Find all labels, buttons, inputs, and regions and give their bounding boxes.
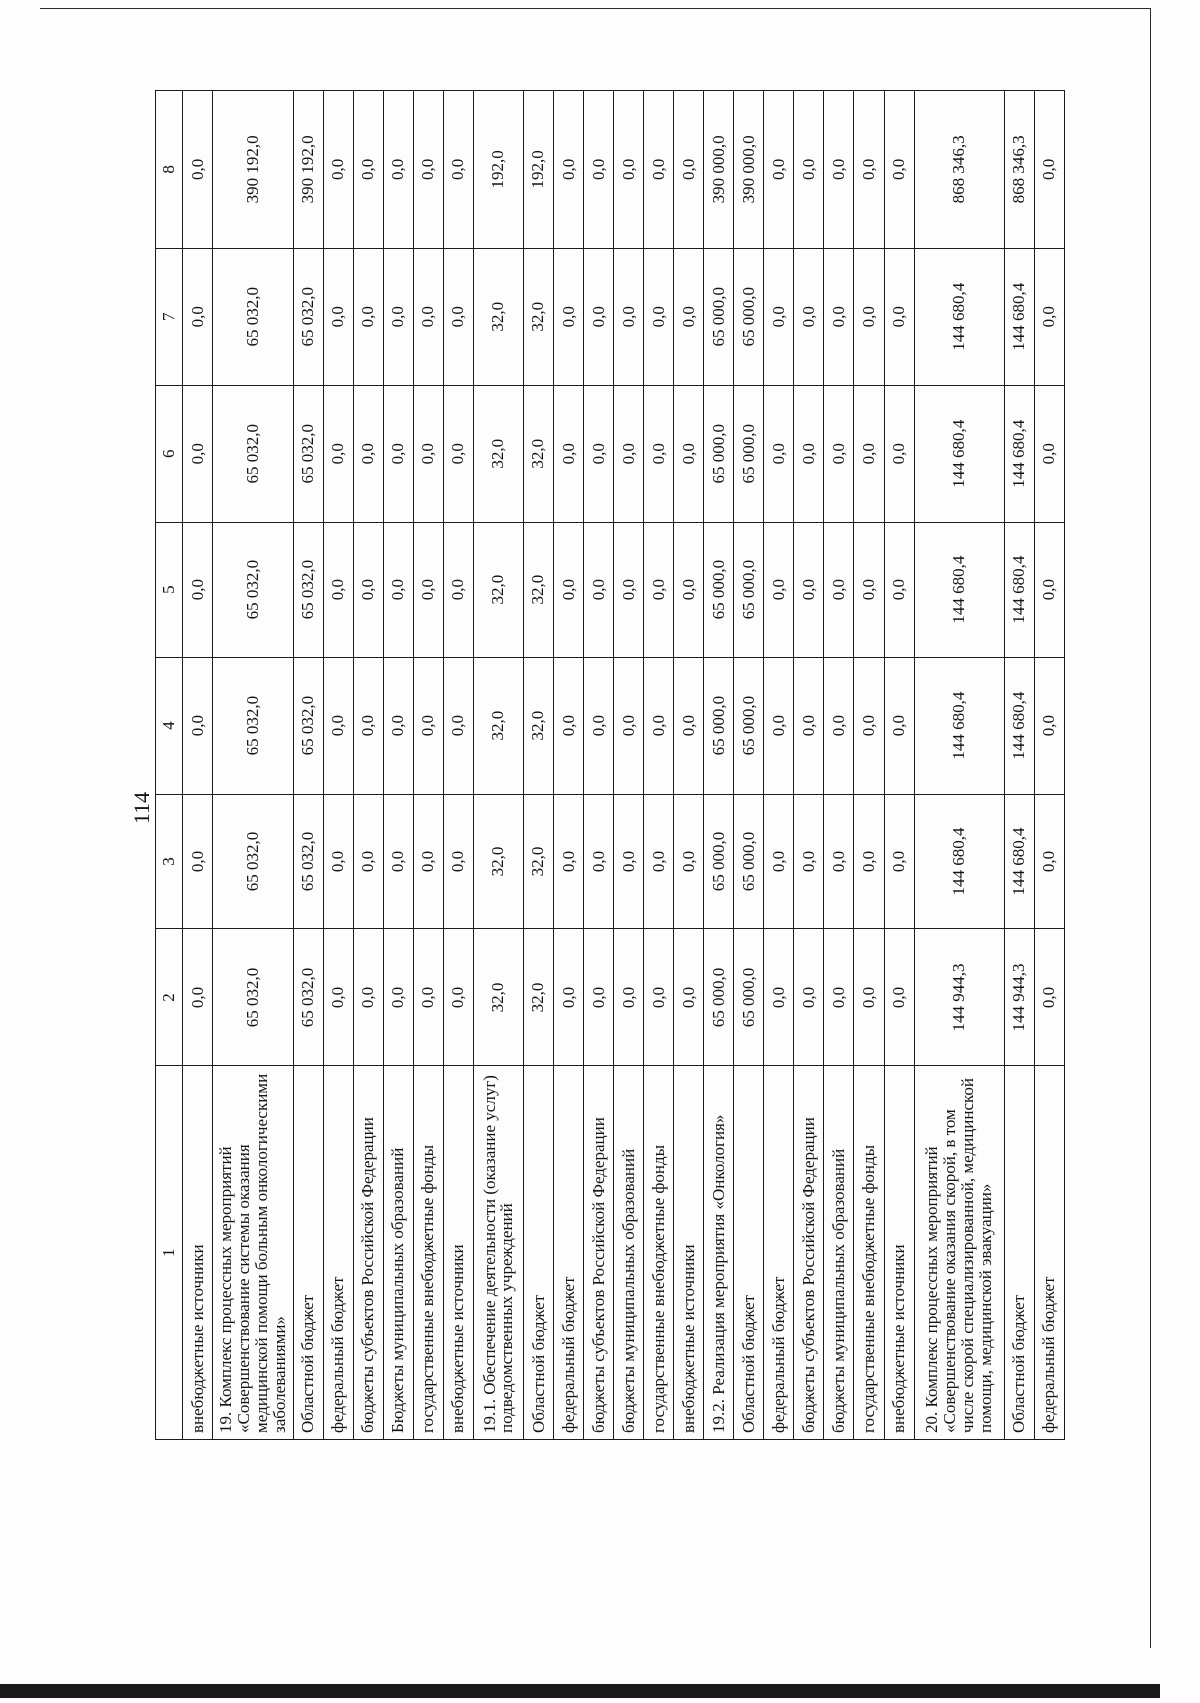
row-value: 32,0	[473, 929, 523, 1066]
row-value: 0,0	[674, 385, 704, 522]
row-value: 0,0	[794, 385, 824, 522]
row-value: 0,0	[794, 522, 824, 657]
row-value: 0,0	[183, 794, 213, 929]
row-value: 0,0	[824, 794, 854, 929]
row-value: 0,0	[884, 522, 914, 657]
table-row	[914, 91, 1004, 1440]
row-value: 32,0	[523, 929, 553, 1066]
row-value: 0,0	[443, 794, 473, 929]
row-value: 0,0	[764, 522, 794, 657]
row-value: 0,0	[183, 91, 213, 249]
row-value: 0,0	[884, 248, 914, 385]
row-value: 0,0	[554, 91, 584, 249]
row-value: 65 032,0	[293, 385, 323, 522]
row-label: 19.2. Реализация мероприятия «Онкология»	[704, 1066, 734, 1440]
row-label: бюджеты субъектов Российской Федерации	[794, 1066, 824, 1440]
table-row	[764, 91, 794, 1440]
row-value: 0,0	[674, 248, 704, 385]
row-value: 0,0	[383, 91, 413, 249]
row-value: 0,0	[1034, 657, 1064, 794]
table-row	[213, 91, 294, 1440]
row-value: 65 000,0	[734, 657, 764, 794]
row-value: 0,0	[323, 794, 353, 929]
row-value: 32,0	[523, 385, 553, 522]
row-value: 0,0	[1034, 91, 1064, 249]
row-value: 0,0	[383, 385, 413, 522]
row-value: 0,0	[323, 522, 353, 657]
row-value: 0,0	[443, 91, 473, 249]
row-label: федеральный бюджет	[323, 1066, 353, 1440]
row-value: 65 000,0	[704, 522, 734, 657]
row-value: 0,0	[824, 522, 854, 657]
row-value: 0,0	[854, 794, 884, 929]
row-value: 0,0	[614, 91, 644, 249]
row-value: 0,0	[323, 929, 353, 1066]
column-header: 1	[156, 1066, 183, 1440]
row-label: Областной бюджет	[293, 1066, 323, 1440]
row-value: 390 192,0	[293, 91, 323, 249]
bottom-scan-bar	[0, 1684, 1160, 1698]
table-row	[353, 91, 383, 1440]
row-value: 0,0	[794, 248, 824, 385]
column-header: 2	[156, 929, 183, 1066]
row-value: 144 680,4	[914, 385, 1004, 522]
row-value: 0,0	[884, 91, 914, 249]
row-value: 0,0	[824, 91, 854, 249]
row-value: 65 032,0	[213, 385, 294, 522]
row-label: Областной бюджет	[734, 1066, 764, 1440]
row-value: 0,0	[764, 248, 794, 385]
row-label: бюджеты субъектов Российской Федерации	[353, 1066, 383, 1440]
row-value: 0,0	[1034, 522, 1064, 657]
row-value: 868 346,3	[914, 91, 1004, 249]
budget-table-rotated	[155, 90, 1065, 1440]
row-value: 0,0	[584, 385, 614, 522]
row-label: Бюджеты муниципальных образований	[383, 1066, 413, 1440]
table-row	[523, 91, 553, 1440]
row-value: 0,0	[854, 385, 884, 522]
row-value: 0,0	[644, 91, 674, 249]
row-value: 0,0	[383, 657, 413, 794]
row-value: 0,0	[554, 929, 584, 1066]
row-value: 65 000,0	[704, 657, 734, 794]
row-value: 0,0	[794, 657, 824, 794]
row-value: 0,0	[854, 248, 884, 385]
row-value: 0,0	[554, 522, 584, 657]
row-value: 0,0	[584, 248, 614, 385]
row-value: 0,0	[413, 522, 443, 657]
row-value: 0,0	[764, 385, 794, 522]
row-value: 0,0	[554, 248, 584, 385]
right-border-line	[1150, 8, 1151, 1648]
row-value: 0,0	[794, 929, 824, 1066]
table-row	[884, 91, 914, 1440]
row-label: 19. Комплекс процессных мероприятий «Совершенствование системы оказания медицинской помощи больным онкологическими заболеваниями»	[213, 1066, 294, 1440]
row-value: 0,0	[413, 657, 443, 794]
row-value: 144 680,4	[914, 248, 1004, 385]
table-row	[824, 91, 854, 1440]
row-value: 0,0	[1034, 248, 1064, 385]
row-label: бюджеты муниципальных образований	[614, 1066, 644, 1440]
table-row	[644, 91, 674, 1440]
row-value: 0,0	[584, 522, 614, 657]
row-value: 0,0	[383, 929, 413, 1066]
table-row	[554, 91, 584, 1440]
row-value: 0,0	[674, 522, 704, 657]
row-value: 32,0	[473, 794, 523, 929]
row-value: 65 032,0	[293, 522, 323, 657]
table-row	[1004, 91, 1034, 1440]
row-value: 32,0	[523, 657, 553, 794]
row-value: 0,0	[383, 794, 413, 929]
row-value: 0,0	[584, 657, 614, 794]
row-label: бюджеты субъектов Российской Федерации	[584, 1066, 614, 1440]
column-header: 4	[156, 657, 183, 794]
table-row	[794, 91, 824, 1440]
row-value: 192,0	[473, 91, 523, 249]
table-row	[584, 91, 614, 1440]
row-value: 32,0	[523, 248, 553, 385]
row-value: 0,0	[854, 929, 884, 1066]
row-value: 0,0	[674, 91, 704, 249]
row-value: 144 680,4	[1004, 385, 1034, 522]
table-row	[704, 91, 734, 1440]
row-value: 390 192,0	[213, 91, 294, 249]
row-value: 65 000,0	[734, 794, 764, 929]
column-header: 6	[156, 385, 183, 522]
row-value: 0,0	[824, 248, 854, 385]
row-value: 65 032,0	[213, 929, 294, 1066]
row-value: 0,0	[614, 794, 644, 929]
table-row	[413, 91, 443, 1440]
row-value: 65 032,0	[213, 794, 294, 929]
row-value: 32,0	[473, 248, 523, 385]
row-value: 65 032,0	[293, 248, 323, 385]
row-value: 0,0	[674, 794, 704, 929]
row-value: 0,0	[323, 385, 353, 522]
row-label: федеральный бюджет	[764, 1066, 794, 1440]
row-value: 65 000,0	[704, 929, 734, 1066]
row-value: 0,0	[794, 794, 824, 929]
row-value: 0,0	[884, 794, 914, 929]
row-value: 0,0	[554, 657, 584, 794]
row-value: 144 680,4	[1004, 522, 1034, 657]
table-body	[183, 91, 1065, 1440]
row-label: Областной бюджет	[1004, 1066, 1034, 1440]
row-label: внебюджетные источники	[674, 1066, 704, 1440]
row-value: 0,0	[584, 929, 614, 1066]
table-row	[1034, 91, 1064, 1440]
column-header: 3	[156, 794, 183, 929]
row-value: 144 680,4	[1004, 657, 1034, 794]
row-label: 20. Комплекс процессных мероприятий «Совершенствование оказания скорой, в том числе скорой специализированной, медицинской помощи, медицинской эвакуации»	[914, 1066, 1004, 1440]
top-border-line	[40, 8, 1150, 9]
row-value: 0,0	[674, 929, 704, 1066]
row-value: 144 944,3	[914, 929, 1004, 1066]
row-value: 0,0	[323, 657, 353, 794]
row-value: 65 000,0	[734, 248, 764, 385]
row-value: 65 000,0	[734, 385, 764, 522]
table-row	[734, 91, 764, 1440]
row-value: 0,0	[413, 91, 443, 249]
row-value: 144 944,3	[1004, 929, 1034, 1066]
row-value: 144 680,4	[914, 522, 1004, 657]
row-value: 0,0	[183, 657, 213, 794]
row-value: 32,0	[523, 522, 553, 657]
row-value: 390 000,0	[734, 91, 764, 249]
table-row	[854, 91, 884, 1440]
row-value: 0,0	[584, 794, 614, 929]
budget-table	[155, 90, 1065, 1440]
row-value: 0,0	[884, 929, 914, 1066]
row-value: 0,0	[614, 657, 644, 794]
row-label: внебюджетные источники	[183, 1066, 213, 1440]
page-number: 114	[129, 791, 154, 825]
row-value: 0,0	[614, 522, 644, 657]
row-value: 144 680,4	[914, 794, 1004, 929]
row-label: 19.1. Обеспечение деятельности (оказание услуг) подведомственных учреждений	[473, 1066, 523, 1440]
table-row	[674, 91, 704, 1440]
row-value: 0,0	[854, 657, 884, 794]
row-value: 65 032,0	[293, 657, 323, 794]
row-value: 144 680,4	[914, 657, 1004, 794]
row-value: 0,0	[764, 657, 794, 794]
row-value: 65 000,0	[734, 929, 764, 1066]
row-value: 65 032,0	[213, 657, 294, 794]
row-value: 0,0	[644, 929, 674, 1066]
row-value: 0,0	[824, 929, 854, 1066]
row-value: 0,0	[443, 248, 473, 385]
column-header: 8	[156, 91, 183, 249]
row-value: 0,0	[353, 248, 383, 385]
row-value: 0,0	[644, 385, 674, 522]
row-value: 0,0	[1034, 385, 1064, 522]
row-value: 0,0	[353, 929, 383, 1066]
row-label: государственные внебюджетные фонды	[854, 1066, 884, 1440]
row-value: 0,0	[614, 385, 644, 522]
column-header-row	[156, 91, 183, 1440]
row-value: 32,0	[473, 522, 523, 657]
row-label: Областной бюджет	[523, 1066, 553, 1440]
column-header: 5	[156, 522, 183, 657]
row-value: 0,0	[443, 657, 473, 794]
row-value: 0,0	[183, 929, 213, 1066]
row-value: 0,0	[413, 794, 443, 929]
row-value: 0,0	[854, 91, 884, 249]
table-row	[473, 91, 523, 1440]
row-value: 0,0	[884, 657, 914, 794]
row-value: 144 680,4	[1004, 248, 1034, 385]
column-header: 7	[156, 248, 183, 385]
table-row	[293, 91, 323, 1440]
row-value: 0,0	[353, 522, 383, 657]
row-value: 0,0	[554, 385, 584, 522]
row-value: 65 000,0	[704, 385, 734, 522]
row-value: 0,0	[323, 248, 353, 385]
row-value: 0,0	[183, 248, 213, 385]
table-row	[614, 91, 644, 1440]
row-value: 0,0	[644, 248, 674, 385]
row-value: 0,0	[413, 929, 443, 1066]
row-label: федеральный бюджет	[1034, 1066, 1064, 1440]
row-value: 0,0	[854, 522, 884, 657]
row-value: 0,0	[614, 929, 644, 1066]
row-value: 868 346,3	[1004, 91, 1034, 249]
row-value: 0,0	[383, 248, 413, 385]
row-label: внебюджетные источники	[884, 1066, 914, 1440]
row-value: 192,0	[523, 91, 553, 249]
row-value: 0,0	[764, 91, 794, 249]
table-row	[443, 91, 473, 1440]
row-value: 0,0	[824, 385, 854, 522]
row-value: 0,0	[884, 385, 914, 522]
row-value: 65 000,0	[704, 794, 734, 929]
row-value: 65 032,0	[213, 248, 294, 385]
table-row	[183, 91, 213, 1440]
row-value: 0,0	[443, 522, 473, 657]
row-label: федеральный бюджет	[554, 1066, 584, 1440]
row-value: 0,0	[584, 91, 614, 249]
row-value: 0,0	[1034, 794, 1064, 929]
row-value: 0,0	[443, 929, 473, 1066]
row-value: 0,0	[1034, 929, 1064, 1066]
table-row	[383, 91, 413, 1440]
row-value: 0,0	[323, 91, 353, 249]
row-value: 32,0	[473, 385, 523, 522]
row-value: 0,0	[413, 248, 443, 385]
row-label: бюджеты муниципальных образований	[824, 1066, 854, 1440]
row-label: внебюджетные источники	[443, 1066, 473, 1440]
row-label: государственные внебюджетные фонды	[644, 1066, 674, 1440]
row-value: 32,0	[523, 794, 553, 929]
row-value: 0,0	[764, 794, 794, 929]
row-value: 0,0	[674, 657, 704, 794]
row-value: 65 000,0	[704, 248, 734, 385]
row-value: 0,0	[353, 657, 383, 794]
row-value: 65 032,0	[213, 522, 294, 657]
row-value: 0,0	[443, 385, 473, 522]
row-value: 0,0	[383, 522, 413, 657]
row-value: 0,0	[614, 248, 644, 385]
row-value: 32,0	[473, 657, 523, 794]
row-value: 0,0	[764, 929, 794, 1066]
row-value: 65 000,0	[734, 522, 764, 657]
row-value: 0,0	[554, 794, 584, 929]
row-value: 144 680,4	[1004, 794, 1034, 929]
row-value: 0,0	[353, 91, 383, 249]
row-value: 0,0	[183, 522, 213, 657]
row-value: 390 000,0	[704, 91, 734, 249]
row-value: 0,0	[183, 385, 213, 522]
table-row	[323, 91, 353, 1440]
row-label: государственные внебюджетные фонды	[413, 1066, 443, 1440]
row-value: 0,0	[794, 91, 824, 249]
row-value: 0,0	[644, 794, 674, 929]
row-value: 65 032,0	[293, 929, 323, 1066]
row-value: 0,0	[353, 794, 383, 929]
row-value: 0,0	[824, 657, 854, 794]
row-value: 0,0	[413, 385, 443, 522]
row-value: 0,0	[644, 657, 674, 794]
row-value: 0,0	[353, 385, 383, 522]
row-value: 0,0	[644, 522, 674, 657]
row-value: 65 032,0	[293, 794, 323, 929]
